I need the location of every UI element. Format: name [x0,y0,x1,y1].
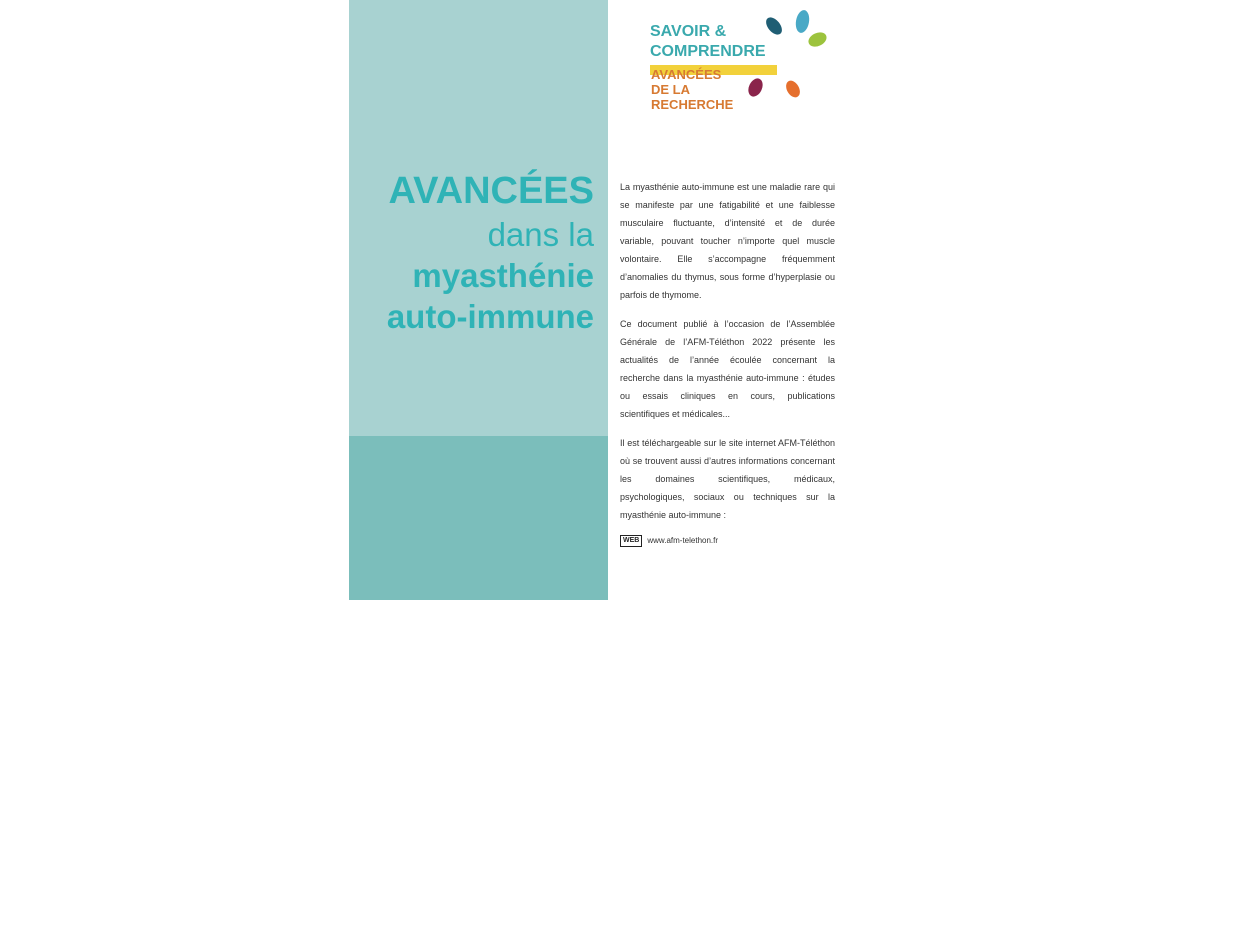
savoir-comprendre-logo [648,10,838,115]
logo-title-line-1: SAVOIR & [650,23,727,40]
orange-petal-icon [783,78,802,100]
logo-subtitle-line-1: AVANCÉES [651,67,722,82]
logo-title [650,22,766,62]
website-url: www.afm-telethon.fr [647,536,719,545]
web-badge: WEB [620,535,642,547]
green-petal-icon [806,30,829,50]
blue-petal-icon [794,9,811,34]
keyword-list [354,876,594,940]
dark-blue-petal-icon [763,14,785,37]
cover-title [354,172,594,341]
logo-subtitle [651,67,733,112]
keyword-item: > myasthénie oculaire [476,909,594,923]
website-reference [620,534,835,548]
title-line-4: auto-immune [386,298,594,335]
title-line-3: myasthénie [412,257,594,294]
keyword-panel [349,436,608,939]
purple-petal-icon [746,76,766,99]
left-cover-panel [349,0,608,939]
document-description [620,178,835,548]
description-paragraph: Ce document publié à l’occasion de l’Assemblée Générale de l’AFM-Téléthon 2022 présente les actualités de l’année écoulée concernant la recherche dans la myasthénie auto-immune : études ou essais cliniques en cours, publications scientifiques et médicales... [620,319,835,419]
logo-subtitle-line-2: DE LA [651,82,690,97]
description-paragraph: La myasthénie auto-immune est une maladie rare qui se manifeste par une fatigabilité et une faiblesse musculaire fluctuante, d’intensité et de durée variable, pouvant toucher n’importe quel muscle volontaire. Elle s’accompagne fréquemment d’anomalies du thymus, sous forme d’hyperplasie ou parfois de thymome. [620,182,835,300]
logo-title-line-2: COMPRENDRE [650,43,766,60]
title-line-2: dans la [487,216,594,253]
logo-subtitle-line-3: RECHERCHE [651,97,734,112]
title-line-1: AVANCÉES [388,170,594,212]
description-paragraph: Il est téléchargeable sur le site internet AFM-Téléthon où se trouvent aussi d’autres informations concernant les domaines scientifiques, médicaux, psychologiques, sociaux ou techniques sur la myasthénie auto-immune : [620,438,835,520]
keyword-item: > myasthénie généralisée [456,925,594,939]
keyword-item: > myasthenia gravis [486,877,594,891]
keyword-item: > myasthénie acquise [477,893,594,907]
